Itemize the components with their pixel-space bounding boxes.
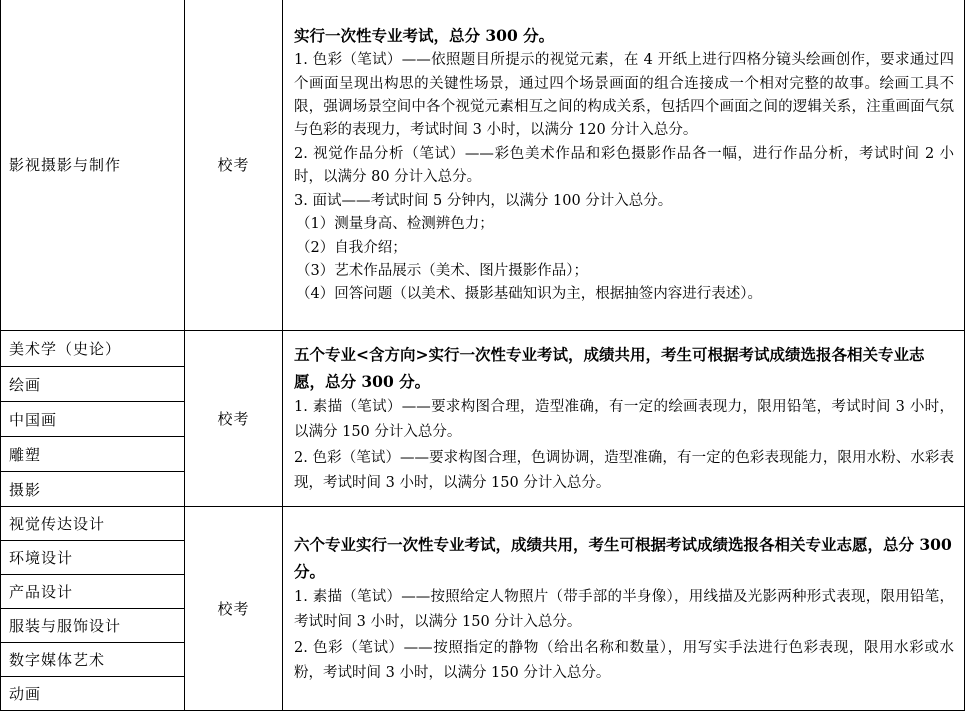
- major-cell: 环境设计: [1, 541, 185, 575]
- exam-item: 1. 素描（笔试）——按照给定人物照片（带手部的半身像），用线描及光影两种形式表现，限用铅笔，考试时间 3 小时，以满分 150 分计入总分。: [294, 588, 954, 630]
- exam-type-cell: 校考: [185, 331, 283, 507]
- exam-item: 1. 素描（笔试）——要求构图合理，造型准确，有一定的绘画表现力，限用铅笔，考试时间 3 小时，以满分 150 分计入总分。: [294, 398, 954, 440]
- major-cell: 数字媒体艺术: [1, 643, 185, 677]
- exam-item: 3. 面试——考试时间 5 分钟内，以满分 100 分计入总分。: [294, 192, 673, 209]
- major-cell: 雕塑: [1, 437, 185, 472]
- major-cell: 摄影: [1, 472, 185, 507]
- exam-subitem: （2）自我介绍；: [296, 239, 407, 256]
- exam-item: 2. 色彩（笔试）——按照指定的静物（给出名称和数量），用写实手法进行色彩表现，限用水彩或水粉，考试时间 3 小时，以满分 150 分计入总分。: [294, 639, 954, 681]
- table-row: [1, 507, 965, 541]
- major-cell: 视觉传达设计: [1, 507, 185, 541]
- exam-subitem: （4）回答问题（以美术、摄影基础知识为主，根据抽签内容进行表述）。: [296, 286, 762, 303]
- exam-item: 2. 色彩（笔试）——要求构图合理，色调协调，造型准确，有一定的色彩表现能力，限用水粉、水彩表现，考试时间 3 小时，以满分 150 分计入总分。: [294, 449, 954, 491]
- exam-item: 2. 视觉作品分析（笔试）——彩色美术作品和彩色摄影作品各一幅，进行作品分析，考试时间 2 小时，以满分 80 分计入总分。: [294, 145, 954, 186]
- exam-description-cell: [283, 507, 965, 711]
- exam-subitem: （1）测量身高、检测辨色力；: [296, 216, 494, 233]
- exam-description-cell: [283, 331, 965, 507]
- exam-heading: 实行一次性专业考试，总分 300 分。: [294, 26, 555, 46]
- exam-type-cell: 校考: [185, 507, 283, 711]
- exam-subitem: （3）艺术作品展示（美术、图片摄影作品）；: [296, 262, 588, 279]
- major-cell: 绘画: [1, 367, 185, 402]
- exam-description-cell: [283, 0, 965, 331]
- table-row: [1, 331, 965, 367]
- table-row: [1, 0, 965, 331]
- major-cell: 影视摄影与制作: [1, 0, 185, 331]
- exam-heading: 六个专业实行一次性专业考试，成绩共用，考生可根据考试成绩选报各相关专业志愿，总分 300 分。: [294, 534, 952, 581]
- major-cell: 中国画: [1, 402, 185, 437]
- major-cell: 动画: [1, 677, 185, 711]
- major-cell: 服装与服饰设计: [1, 609, 185, 643]
- exam-heading: 五个专业<含方向>实行一次性专业考试，成绩共用，考生可根据考试成绩选报各相关专业志愿，总分 300 分。: [294, 344, 925, 391]
- exam-type-cell: 校考: [185, 0, 283, 331]
- major-cell: 美术学（史论）: [1, 331, 185, 367]
- exam-item: 1. 色彩（笔试）——依照题目所提示的视觉元素，在 4 开纸上进行四格分镜头绘画创作，要求通过四个画面呈现出构思的关键性场景，通过四个场景画面的组合连接成一个相对完整的故事。绘画工具不限，强调场景空间中各个视觉元素相互之间的构成关系，包括四个画面之间的逻辑关系，注重画面气氛与色彩的表现力，考试时间 3 小时，以满分 120 分计入总分。: [294, 52, 954, 139]
- major-cell: 产品设计: [1, 575, 185, 609]
